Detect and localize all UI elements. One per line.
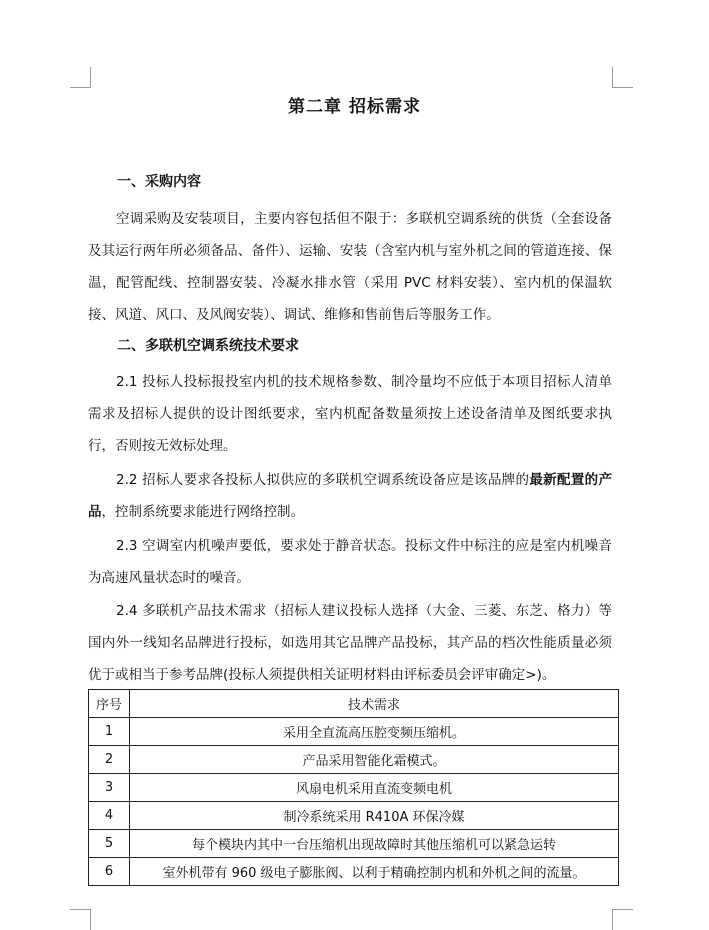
table-row <box>89 858 619 886</box>
requirement-2-2-text-a: 2.2 招标人要求各投标人拟供应的多联机空调系统设备应是该品牌的 <box>116 472 530 488</box>
requirement-2-2-emphasis: 最新配置的产品 <box>88 472 612 520</box>
header-index: 序号 <box>89 690 130 718</box>
table-row <box>89 830 619 858</box>
crop-mark-bottom-right <box>612 909 633 930</box>
crop-mark-bottom-left <box>70 909 91 930</box>
row-requirement: 每个模块内其中一台压缩机出现故障时其他压缩机可以紧急运转 <box>130 830 619 858</box>
crop-mark-top-left <box>70 67 91 88</box>
section-heading-procurement: 一、采购内容 <box>117 174 201 190</box>
requirement-2-2-text-b: ，控制系统要求能进行网络控制。 <box>101 504 304 520</box>
table-row <box>89 746 619 774</box>
section-heading-technical-requirements: 二、多联机空调系统技术要求 <box>117 338 299 354</box>
row-requirement: 室外机带有 960 级电子膨胀阀、以利于精确控制内机和外机之间的流量。 <box>130 858 619 886</box>
row-requirement: 采用全直流高压腔变频压缩机。 <box>130 718 619 746</box>
crop-mark-top-right <box>612 67 633 88</box>
row-index: 4 <box>89 802 130 830</box>
row-index: 1 <box>89 718 130 746</box>
table-row <box>89 718 619 746</box>
table-row <box>89 774 619 802</box>
requirement-2-4: 2.4 多联机产品技术需求（招标人建议投标人选择（大金、三菱、东芝、格力）等国内外一线知名品牌进行投标，如选用其它品牌产品投标，其产品的档次性能质量必须优于或相当于参考品牌(投标人须提供相关证明材料由评标委员会评审确定>)。 <box>88 603 612 683</box>
row-index: 6 <box>89 858 130 886</box>
requirement-2-3: 2.3 空调室内机噪声要低，要求处于静音状态。投标文件中标注的应是室内机噪音为高速风量状态时的噪音。 <box>88 538 612 586</box>
row-index: 3 <box>89 774 130 802</box>
header-requirement: 技术需求 <box>130 690 619 718</box>
chapter-title: 第二章 招标需求 <box>288 97 421 117</box>
procurement-content-paragraph: 空调采购及安装项目，主要内容包括但不限于：多联机空调系统的供货（全套设备及其运行两年所必须备品、备件）、运输、安装（含室内机与室外机之间的管道连接、保温，配管配线、控制器安装、冷凝水排水管（采用 PVC 材料安装）、室内机的保温软接、风道、风口、及风阀安装）、调试、维修和售前售后等服务工作。 <box>88 211 612 323</box>
row-requirement: 产品采用智能化霜模式。 <box>130 746 619 774</box>
table-header-row <box>89 690 619 718</box>
technical-requirements-table <box>88 689 619 886</box>
row-requirement: 风扇电机采用直流变频电机 <box>130 774 619 802</box>
row-index: 2 <box>89 746 130 774</box>
requirement-2-2 <box>88 464 612 528</box>
row-index: 5 <box>89 830 130 858</box>
row-requirement: 制冷系统采用 R410A 环保冷媒 <box>130 802 619 830</box>
table-row <box>89 802 619 830</box>
requirement-2-1: 2.1 投标人投标报投室内机的技术规格参数、制冷量均不应低于本项目招标人清单需求及招标人提供的设计图纸要求，室内机配备数量须按上述设备清单及图纸要求执行，否则按无效标处理。 <box>88 374 612 454</box>
